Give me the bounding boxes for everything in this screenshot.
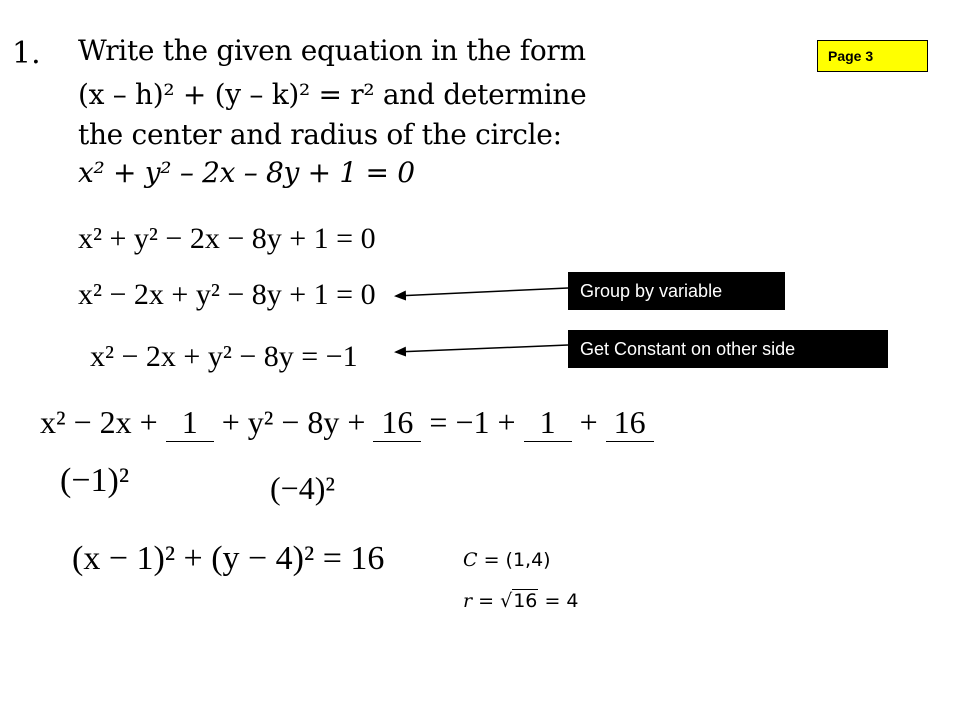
page-badge: Page 3: [817, 40, 928, 72]
arrow-group-by-variable: [396, 288, 568, 296]
radius-value: = 4: [544, 590, 579, 612]
step-equation-3: x² − 2x + y² − 8y = −1: [90, 340, 358, 373]
square-root: [500, 590, 538, 612]
center-variable: C: [463, 549, 478, 571]
problem-number: 1.: [12, 36, 41, 71]
problem-text-line-2: (x – h)² + (y – k)² = r² and determine: [78, 78, 587, 111]
final-equation: (x − 1)² + (y − 4)² = 16: [72, 540, 385, 577]
callout-constant-other-side: Get Constant on other side: [568, 330, 888, 368]
problem-equation: x² + y² – 2x – 8y + 1 = 0: [78, 156, 415, 189]
eq4-part-b: + y² − 8y +: [213, 404, 374, 440]
square-term-1: (−1)²: [60, 462, 130, 499]
radius-radicand: 16: [513, 590, 538, 612]
problem-text-line-3: the center and radius of the circle:: [78, 118, 562, 151]
problem-text-line-1: Write the given equation in the form: [78, 34, 586, 67]
eq4-blank-3: 1: [524, 404, 572, 442]
eq4-part-d: +: [571, 404, 606, 440]
callout-group-by-variable: Group by variable: [568, 272, 785, 310]
eq4-part-c: = −1 +: [421, 404, 524, 440]
radical-sign-icon: √: [500, 590, 513, 612]
radius-equals: =: [478, 590, 495, 612]
eq4-blank-4: 16: [606, 404, 654, 442]
step-equation-2: x² − 2x + y² − 8y + 1 = 0: [78, 278, 376, 311]
radius-result: [463, 590, 579, 612]
eq4-blank-2: 16: [373, 404, 421, 442]
center-result: [463, 549, 551, 571]
radius-variable: r: [463, 590, 473, 612]
step-equation-1: x² + y² − 2x − 8y + 1 = 0: [78, 222, 376, 255]
arrow-constant-other-side: [396, 345, 568, 352]
center-value: = (1,4): [483, 549, 551, 571]
square-term-2: (−4)²: [270, 470, 335, 506]
eq4-part-a: x² − 2x +: [40, 404, 166, 440]
eq4-blank-1: 1: [166, 404, 214, 442]
